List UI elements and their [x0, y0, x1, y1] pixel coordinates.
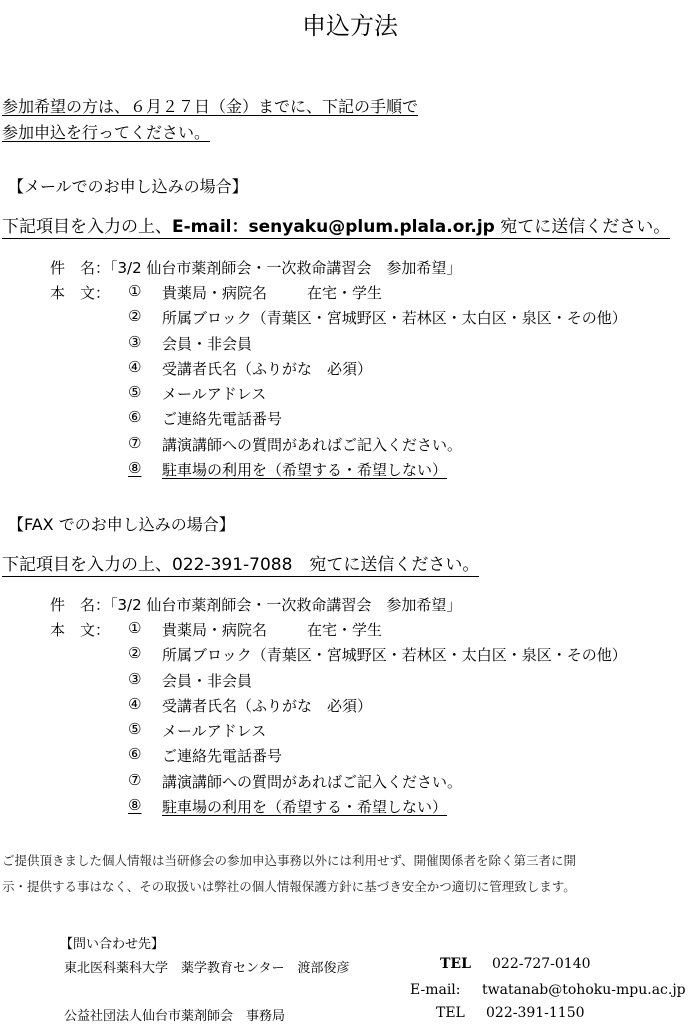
contact-org-1-email-label: E-mail: [410, 982, 461, 998]
fax-number: 022-391-7088 [172, 555, 293, 575]
list-item-extra: 在宅・学生 [307, 621, 383, 639]
contact-org-1-tel: 022-727-0140 [492, 956, 591, 972]
contact-org-1-email[interactable]: twatanab@tohoku-mpu.ac.jp [482, 982, 686, 998]
list-item: 会員・非会員 [162, 335, 253, 353]
list-item-number: ⑥ [128, 745, 142, 763]
list-item-number: ③ [128, 333, 142, 351]
intro-line-2 [2, 120, 210, 143]
list-item-number: ⑧ [128, 459, 142, 477]
list-item: 講演講師への質問があればご記入ください。 [162, 773, 463, 791]
list-item: メールアドレス [162, 385, 267, 403]
email-instruction [2, 212, 670, 237]
intro-line-1-text: 参加希望の方は、６月２７日（金）までに、下記の手順で [2, 97, 419, 116]
list-item: 会員・非会員 [162, 672, 253, 690]
intro-line-2-text: 参加申込を行ってください。 [2, 123, 211, 142]
fax-instruction-text [2, 555, 479, 577]
page-title: 申込方法 [302, 12, 398, 40]
list-item-number: ① [128, 619, 142, 637]
contact-org-2-tel: 022-391-1150 [486, 1005, 585, 1021]
list-item: ご連絡先電話番号 [162, 747, 283, 765]
contact-org-2-tel-label: TEL [436, 1005, 465, 1021]
contact-org-1-tel-label: TEL [440, 956, 471, 972]
email-subject-row [50, 257, 461, 278]
list-item-number: ④ [128, 695, 142, 713]
email-instruction-suffix: 宛てに送信ください。 [494, 217, 671, 237]
list-item-number: ⑦ [128, 771, 142, 789]
email-address-link[interactable]: E-mail：senyaku@plum.plala.or.jp [172, 217, 495, 237]
list-item [162, 619, 382, 640]
fax-subject-label: 件 名： [50, 596, 111, 614]
list-item: 駐車場の利用を（希望する・希望しない） [162, 461, 448, 479]
list-item: メールアドレス [162, 722, 267, 740]
fax-subject-row [50, 594, 461, 615]
email-body-label: 本 文： [50, 284, 111, 302]
list-item-number: ② [128, 644, 142, 662]
list-item: ご連絡先電話番号 [162, 410, 283, 428]
privacy-notice-line-2: 示・提供する事はなく、その取扱いは弊社の個人情報保護方針に基づき安全かつ適切に管理致します。 [2, 879, 576, 894]
list-item-number: ⑤ [128, 720, 142, 738]
list-item-number: ② [128, 307, 142, 325]
contact-org-1: 東北医科薬科大学 薬学教育センター 渡部俊彦 [64, 961, 350, 976]
email-subject-value: 「3/2 仙台市薬剤師会・一次救命講習会 参加希望」 [110, 259, 462, 277]
email-section-heading: 【メールでのお申し込みの場合】 [8, 177, 248, 196]
fax-section-heading: 【FAX でのお申し込みの場合】 [8, 515, 235, 534]
list-item-number: ⑤ [128, 383, 142, 401]
contact-org-2: 公益社団法人仙台市薬剤師会 事務局 [64, 1009, 286, 1024]
list-item: 所属ブロック（青葉区・宮城野区・若林区・太白区・泉区・その他） [162, 646, 627, 664]
list-item-text: 貴薬局・病院名 [162, 284, 268, 302]
list-item-number: ⑥ [128, 408, 142, 426]
list-item: 講演講師への質問があればご記入ください。 [162, 436, 463, 454]
list-item: 駐車場の利用を（希望する・希望しない） [162, 798, 448, 816]
fax-instruction-suffix: 宛てに送信ください。 [292, 555, 480, 575]
list-item: 受講者氏名（ふりがな 必須） [162, 697, 373, 715]
list-item [162, 282, 382, 303]
email-instruction-text [2, 217, 670, 239]
privacy-notice-line-1: ご提供頂きました個人情報は当研修会の参加申込事務以外には利用せず、開催関係者を除く第三者に開 [2, 853, 577, 868]
list-item: 所属ブロック（青葉区・宮城野区・若林区・太白区・泉区・その他） [162, 309, 627, 327]
fax-instruction [2, 550, 479, 575]
list-item: 受講者氏名（ふりがな 必須） [162, 360, 373, 378]
fax-subject-value: 「3/2 仙台市薬剤師会・一次救命講習会 参加希望」 [110, 596, 462, 614]
contact-heading: 【問い合わせ先】 [60, 937, 165, 952]
email-subject-label: 件 名： [50, 259, 111, 277]
list-item-number: ③ [128, 670, 142, 688]
list-item-number: ① [128, 282, 142, 300]
list-item-number: ④ [128, 358, 142, 376]
list-item-number: ⑧ [128, 796, 142, 814]
list-item-text: 貴薬局・病院名 [162, 621, 268, 639]
list-item-number: ⑦ [128, 434, 142, 452]
intro-line-1 [2, 94, 418, 117]
email-instruction-prefix: 下記項目を入力の上、 [2, 217, 172, 237]
fax-body-label: 本 文： [50, 621, 111, 639]
fax-instruction-prefix: 下記項目を入力の上、 [2, 555, 172, 575]
list-item-extra: 在宅・学生 [307, 284, 383, 302]
